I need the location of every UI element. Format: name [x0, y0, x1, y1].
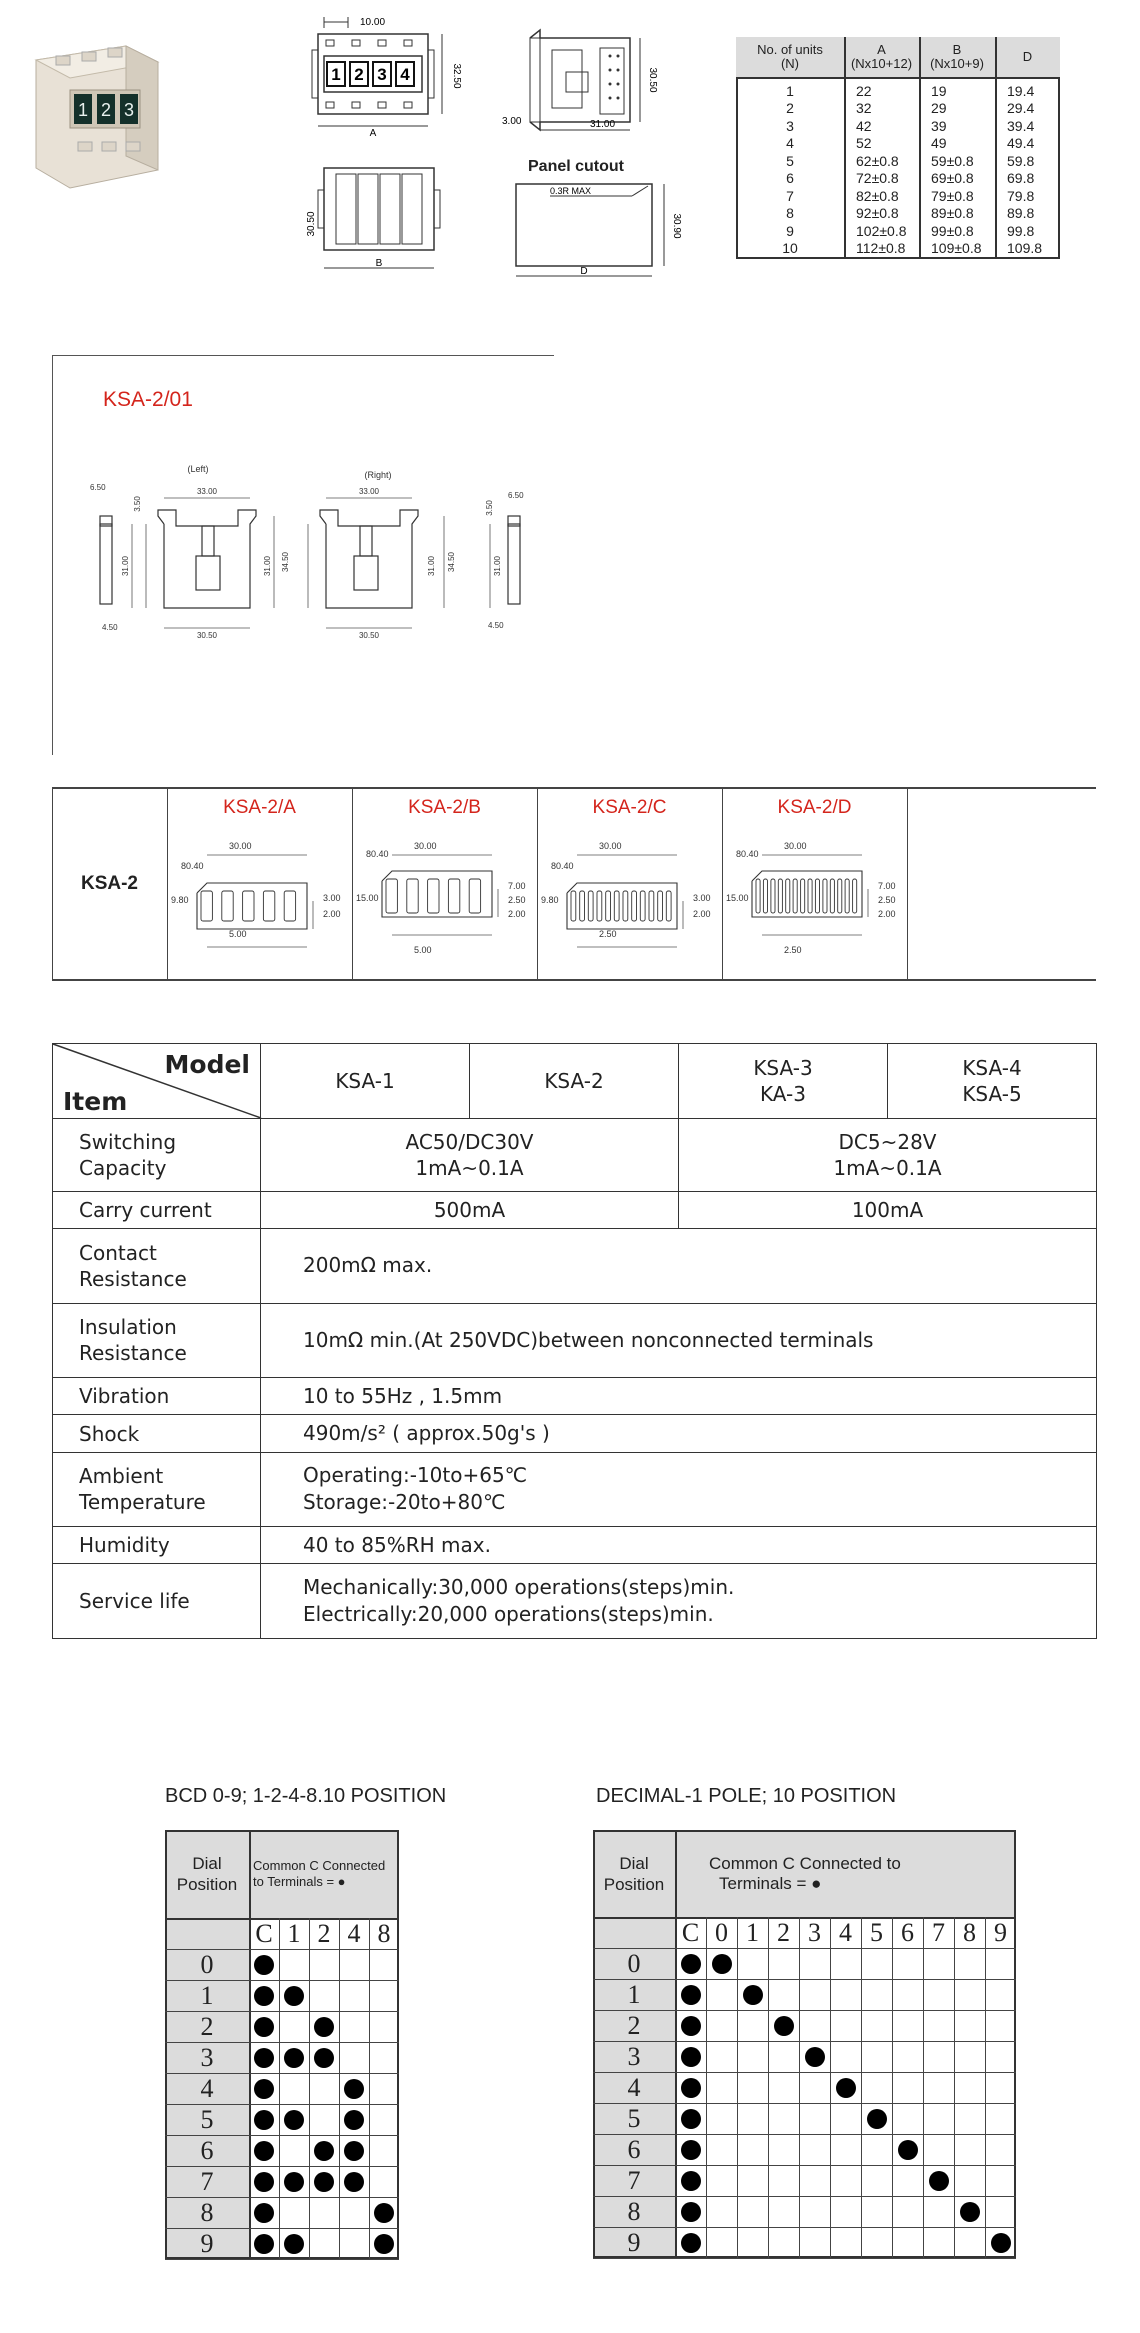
dim-right-width: 33.00 — [358, 487, 380, 496]
units-cell: 32 — [856, 100, 872, 117]
ksa2-variant-title-1: KSA-2/B — [408, 797, 481, 818]
units-header-0: No. of units (N) — [757, 42, 823, 71]
bcd_chart-row-position: 0 — [200, 1949, 214, 1979]
vibration-value: 10 to 55Hz , 1.5mm — [261, 1378, 1097, 1415]
carry-value-2: 100mA — [679, 1191, 1097, 1228]
bcd_chart-legend: Common C Connected to Terminals = ● — [253, 1858, 386, 1889]
dim-height: 32.50 — [451, 63, 462, 89]
units-cell: 7 — [786, 187, 794, 204]
units-cell: 9 — [786, 222, 794, 239]
ksa2-dim-2-3: 3.00 — [693, 893, 711, 903]
model-ksa2: KSA-2 — [470, 1044, 679, 1119]
ksa2-dim-3-5: 2.00 — [878, 909, 896, 919]
decimal_chart-connection-dot — [960, 2202, 980, 2222]
units-cell: 79±0.8 — [931, 187, 974, 204]
photo-dial-2: 2 — [100, 100, 112, 120]
ksa201-drawing — [88, 460, 548, 650]
bcd_chart-connection-dot — [254, 2172, 274, 2192]
ksa201-title: KSA-2/01 — [103, 388, 193, 411]
bcd_chart-connection-dot — [344, 2141, 364, 2161]
decimal_chart-row-position: 1 — [627, 1979, 641, 2009]
decimal_chart-connection-dot — [681, 2016, 701, 2036]
decimal_chart-row-position: 3 — [627, 2041, 641, 2071]
contact-value: 200mΩ max. — [261, 1229, 1097, 1304]
switching-value-2: DC5~28V 1mA~0.1A — [679, 1118, 1097, 1191]
units-cell: 99±0.8 — [931, 222, 974, 239]
decimal_chart-row-position: 7 — [627, 2165, 641, 2195]
decimal_chart-connection-dot — [681, 2233, 701, 2253]
units-cell: 42 — [856, 117, 872, 134]
model-ksa1: KSA-1 — [261, 1044, 470, 1119]
row-switching-label: Switching Capacity — [53, 1118, 261, 1191]
decimal_chart-connection-dot — [867, 2109, 887, 2129]
switching-value-1: AC50/DC30V 1mA~0.1A — [261, 1118, 679, 1191]
humidity-value: 40 to 85%RH max. — [261, 1527, 1097, 1564]
row-vibration-label: Vibration — [53, 1378, 261, 1415]
units-cell: 2 — [786, 100, 794, 117]
decimal_chart-col-header: 1 — [746, 1917, 759, 1947]
bcd_chart-col-header: 4 — [347, 1918, 361, 1948]
units-cell: 22 — [856, 82, 872, 99]
ksa2-dim-2-0: 30.00 — [599, 841, 622, 851]
decimal_chart-col-header: 2 — [777, 1917, 790, 1947]
dim-d: D — [580, 266, 588, 277]
decimal_chart-connection-dot — [681, 1954, 701, 1974]
specs-header-cell — [53, 1044, 261, 1119]
shock-value: 490m/s² ( approx.50g's ) — [261, 1415, 1097, 1452]
bcd_chart-connection-dot — [374, 2203, 394, 2223]
model-ksa4: KSA-4 KSA-5 — [888, 1044, 1097, 1119]
decimal_chart-row-position: 0 — [627, 1948, 641, 1978]
bcd_chart-connection-dot — [254, 2110, 274, 2130]
bcd_chart-connection-dot — [284, 2110, 304, 2130]
front-digit-1: 1 — [331, 65, 341, 84]
dim-right-h345: 34.50 — [447, 551, 456, 573]
units-dimension-table — [736, 37, 1060, 259]
bcd_chart-row-position: 2 — [200, 2011, 214, 2041]
bcd_chart-row-position: 8 — [200, 2197, 214, 2227]
units-cell: 59.8 — [1007, 152, 1035, 169]
units-cell: 6 — [786, 170, 794, 187]
bcd_chart-col-header: 8 — [377, 1918, 391, 1948]
ksa2-dim-1-4: 2.50 — [508, 895, 526, 905]
decimal_chart-col-header: C — [681, 1917, 700, 1947]
ksa2-variant-drawing-2 — [537, 837, 722, 967]
ksa2-dim-1-0: 30.00 — [414, 841, 437, 851]
units-cell: 69±0.8 — [931, 170, 974, 187]
dim-top: 10.00 — [360, 17, 386, 28]
front-view-drawing — [308, 12, 468, 142]
dim-strip-left-top: 6.50 — [90, 483, 106, 492]
decimal_chart-col-header: 0 — [715, 1917, 728, 1947]
units-cell: 82±0.8 — [856, 187, 899, 204]
ksa2-dim-3-2: 15.00 — [726, 893, 749, 903]
ksa2-dim-0-3: 3.00 — [323, 893, 341, 903]
bcd_chart-row-position: 1 — [200, 1980, 214, 2010]
dim-right-h31: 31.00 — [427, 555, 436, 577]
bcd_chart-connection-dot — [254, 2203, 274, 2223]
front-digit-4: 4 — [400, 65, 410, 84]
bcd_chart-connection-dot — [254, 2017, 274, 2037]
units-cell: 19.4 — [1007, 82, 1035, 99]
dim-side-width: 31.00 — [590, 119, 616, 130]
ambient-value: Operating:-10to+65℃ Storage:-20to+80℃ — [261, 1452, 1097, 1527]
ksa2-dim-0-2: 9.80 — [171, 895, 189, 905]
units-cell: 49.4 — [1007, 135, 1035, 152]
ksa2-dim-1-3: 7.00 — [508, 881, 526, 891]
dim-left-bottom: 30.50 — [196, 631, 218, 640]
units-cell: 5 — [786, 152, 794, 169]
units-cell: 72±0.8 — [856, 170, 899, 187]
decimal_chart-row-position: 5 — [627, 2103, 641, 2133]
bcd_chart-col-header: 2 — [317, 1918, 331, 1948]
units-cell: 3 — [786, 117, 794, 134]
units-cell: 79.8 — [1007, 187, 1035, 204]
decimal_chart-connection-dot — [929, 2171, 949, 2191]
decimal_chart-row-position: 2 — [627, 2010, 641, 2040]
life-value: Mechanically:30,000 operations(steps)min. Electrically:20,000 operations(steps)min. — [261, 1564, 1097, 1639]
bcd_chart-row-position: 3 — [200, 2042, 214, 2072]
bcd-chart-title: BCD 0-9; 1-2-4-8.10 POSITION — [165, 1785, 447, 1807]
ksa2-dim-2-4: 2.00 — [693, 909, 711, 919]
decimal_chart-row-position: 4 — [627, 2072, 641, 2102]
photo-dial-1: 1 — [77, 100, 89, 120]
bcd_chart-row-position: 4 — [200, 2073, 214, 2103]
decimal_chart-connection-dot — [681, 2109, 701, 2129]
decimal_chart-row-position: 8 — [627, 2196, 641, 2226]
ksa2-variant-drawing-1 — [352, 837, 537, 967]
bcd_chart-connection-dot — [284, 2234, 304, 2254]
header-model: Model — [164, 1050, 250, 1079]
units-header-1: A (Nx10+12) — [850, 42, 913, 71]
ksa2-dim-3-1: 80.40 — [736, 849, 759, 859]
bcd_chart-row-position: 9 — [200, 2228, 214, 2258]
header-item: Item — [63, 1086, 128, 1116]
units-cell: 8 — [786, 205, 794, 222]
decimal_chart-col-header: 5 — [870, 1917, 883, 1947]
units-header-3: D — [1022, 49, 1033, 64]
units-cell: 39 — [931, 117, 947, 134]
bcd_chart-col-header: C — [255, 1918, 273, 1948]
bcd_chart-connection-dot — [284, 1986, 304, 2006]
decimal_chart-row-position: 6 — [627, 2134, 641, 2164]
row-shock-label: Shock — [53, 1415, 261, 1452]
decimal_chart-connection-dot — [712, 1954, 732, 1974]
decimal_chart-connection-dot — [805, 2047, 825, 2067]
decimal-position-chart — [593, 1830, 1016, 2258]
panel-cutout-title: Panel cutout — [528, 158, 625, 175]
bcd_chart-connection-dot — [254, 2048, 274, 2068]
ksa2-dim-0-0: 30.00 — [229, 841, 252, 851]
ksa2-dim-3-6: 2.50 — [784, 945, 802, 955]
units-cell: 49 — [931, 135, 947, 152]
bcd-position-chart — [165, 1830, 399, 2259]
dim-right-h31b: 31.00 — [493, 555, 502, 577]
model-ksa3: KSA-3 KA-3 — [679, 1044, 888, 1119]
bcd_chart-row-position: 5 — [200, 2104, 214, 2134]
decimal_chart-col-header: 4 — [839, 1917, 852, 1947]
units-cell: 59±0.8 — [931, 152, 974, 169]
decimal_chart-col-header: 8 — [963, 1917, 976, 1947]
bcd_chart-connection-dot — [254, 1986, 274, 2006]
bcd_chart-connection-dot — [314, 2017, 334, 2037]
units-cell: 109.8 — [1007, 240, 1043, 257]
dim-side-height: 30.50 — [647, 67, 658, 93]
bottom-view-drawing — [308, 160, 478, 290]
decimal_chart-connection-dot — [836, 2078, 856, 2098]
product-photo — [18, 38, 168, 198]
dim-a: A — [369, 128, 377, 139]
ksa2-dim-0-1: 80.40 — [181, 861, 204, 871]
bcd_chart-row-position: 6 — [200, 2135, 214, 2165]
units-cell: 109±0.8 — [931, 240, 982, 257]
decimal_chart-dial-label: Dial Position — [603, 1853, 665, 1894]
bcd_chart-connection-dot — [314, 2141, 334, 2161]
bcd_chart-connection-dot — [254, 1955, 274, 1975]
bcd_chart-connection-dot — [314, 2172, 334, 2192]
dim-left-width: 33.00 — [196, 487, 218, 496]
units-cell: 99.8 — [1007, 222, 1035, 239]
dim-right-bottom: 30.50 — [358, 631, 380, 640]
specs-table — [52, 1043, 1097, 1639]
row-insulation-label: Insulation Resistance — [53, 1303, 261, 1378]
photo-dial-3: 3 — [123, 100, 135, 120]
dim-bottom-height: 30.50 — [306, 211, 317, 237]
units-cell: 89.8 — [1007, 205, 1035, 222]
ksa2-dim-1-6: 5.00 — [414, 945, 432, 955]
dim-b: B — [375, 258, 383, 269]
decimal_chart-connection-dot — [681, 2047, 701, 2067]
bcd_chart-connection-dot — [284, 2048, 304, 2068]
dim-left-h31b: 31.00 — [263, 555, 272, 577]
decimal_chart-connection-dot — [681, 2171, 701, 2191]
units-cell: 4 — [786, 135, 794, 152]
dim-left-350: 3.50 — [133, 496, 142, 512]
bcd_chart-connection-dot — [344, 2172, 364, 2192]
ksa2-dim-1-5: 2.00 — [508, 909, 526, 919]
label-right: (Right) — [364, 470, 392, 480]
dim-strip-right-top: 6.50 — [508, 491, 524, 500]
decimal_chart-col-header: 6 — [901, 1917, 914, 1947]
bcd_chart-connection-dot — [314, 2048, 334, 2068]
side-view-drawing — [500, 28, 660, 138]
bcd_chart-dial-label: Dial Position — [176, 1854, 238, 1894]
units-cell: 19 — [931, 82, 947, 99]
panel-note: 0.3R MAX — [550, 186, 592, 196]
ksa2-variants-table — [52, 787, 1096, 980]
dim-right-350: 3.50 — [485, 500, 494, 516]
bcd_chart-connection-dot — [344, 2079, 364, 2099]
carry-value-1: 500mA — [261, 1191, 679, 1228]
decimal_chart-connection-dot — [991, 2233, 1011, 2253]
decimal_chart-connection-dot — [898, 2140, 918, 2160]
units-cell: 89±0.8 — [931, 205, 974, 222]
decimal_chart-connection-dot — [681, 2078, 701, 2098]
ksa2-dim-2-2: 9.80 — [541, 895, 559, 905]
row-life-label: Service life — [53, 1564, 261, 1639]
decimal_chart-connection-dot — [681, 2140, 701, 2160]
panel-cutout-drawing — [508, 176, 682, 286]
bcd_chart-connection-dot — [374, 2234, 394, 2254]
front-digit-3: 3 — [377, 65, 387, 84]
units-cell: 112±0.8 — [856, 240, 906, 257]
ksa2-dim-3-4: 2.50 — [878, 895, 896, 905]
decimal-chart-title: DECIMAL-1 POLE; 10 POSITION — [596, 1785, 897, 1807]
ksa2-dim-3-0: 30.00 — [784, 841, 807, 851]
units-cell: 29 — [931, 100, 947, 117]
ksa2-label: KSA-2 — [80, 872, 138, 894]
units-cell: 92±0.8 — [856, 205, 899, 222]
decimal_chart-connection-dot — [743, 1985, 763, 2005]
decimal_chart-connection-dot — [681, 2202, 701, 2222]
specs-table-wrap — [52, 1043, 1096, 1639]
row-contact-label: Contact Resistance — [53, 1229, 261, 1304]
ksa2-variant-drawing-3 — [722, 837, 907, 967]
bcd_chart-col-header: 1 — [287, 1918, 301, 1948]
ksa2-variant-title-0: KSA-2/A — [223, 797, 296, 818]
ksa2-dim-3-3: 7.00 — [878, 881, 896, 891]
ksa2-dim-2-5: 2.50 — [599, 929, 617, 939]
bcd_chart-row-position: 7 — [200, 2166, 214, 2196]
decimal_chart-row-position: 9 — [627, 2227, 641, 2257]
row-humidity-label: Humidity — [53, 1527, 261, 1564]
front-digit-2: 2 — [354, 65, 364, 84]
bcd_chart-connection-dot — [254, 2234, 274, 2254]
ksa2-dim-1-2: 15.00 — [356, 893, 379, 903]
ksa2-variant-title-2: KSA-2/C — [592, 797, 667, 818]
units-cell: 69.8 — [1007, 170, 1035, 187]
ksa2-variant-drawing-0 — [167, 837, 352, 967]
ksa2-dim-1-1: 80.40 — [366, 849, 389, 859]
dim-strip-left-bottom: 4.50 — [102, 623, 118, 632]
units-cell: 10 — [782, 240, 798, 257]
decimal_chart-col-header: 7 — [932, 1917, 945, 1947]
insulation-value: 10mΩ min.(At 250VDC)between nonconnected terminals — [261, 1303, 1097, 1378]
units-cell: 62±0.8 — [856, 152, 899, 169]
units-cell: 39.4 — [1007, 117, 1035, 134]
ksa2-dim-2-1: 80.40 — [551, 861, 574, 871]
dim-left-h31: 31.00 — [121, 555, 130, 577]
decimal_chart-col-header: 3 — [808, 1917, 821, 1947]
dim-side-offset: 3.00 — [502, 116, 522, 127]
row-ambient-label: Ambient Temperature — [53, 1452, 261, 1527]
dim-left-h345: 34.50 — [281, 551, 290, 573]
row-carry-label: Carry current — [53, 1191, 261, 1228]
units-header-2: B (Nx10+9) — [930, 42, 984, 71]
decimal_chart-legend: Common C Connected to Terminals = ● — [709, 1853, 901, 1893]
decimal_chart-connection-dot — [774, 2016, 794, 2036]
bcd_chart-connection-dot — [254, 2141, 274, 2161]
decimal_chart-col-header: 9 — [994, 1917, 1007, 1947]
ksa2-dim-0-4: 2.00 — [323, 909, 341, 919]
units-cell: 29.4 — [1007, 100, 1035, 117]
units-cell: 102±0.8 — [856, 222, 907, 239]
units-cell: 1 — [786, 82, 794, 99]
ksa2-dim-0-5: 5.00 — [229, 929, 247, 939]
label-left: (Left) — [187, 464, 209, 474]
dim-strip-right-bottom: 4.50 — [488, 621, 504, 630]
units-cell: 52 — [856, 135, 872, 152]
decimal_chart-connection-dot — [681, 1985, 701, 2005]
dim-panel-height: 30.90 — [671, 213, 682, 239]
ksa201-divider-left — [52, 355, 53, 755]
bcd_chart-connection-dot — [254, 2079, 274, 2099]
ksa201-divider-top — [52, 355, 554, 356]
ksa2-variant-title-3: KSA-2/D — [777, 797, 852, 818]
bcd_chart-connection-dot — [344, 2110, 364, 2130]
bcd_chart-connection-dot — [284, 2172, 304, 2192]
